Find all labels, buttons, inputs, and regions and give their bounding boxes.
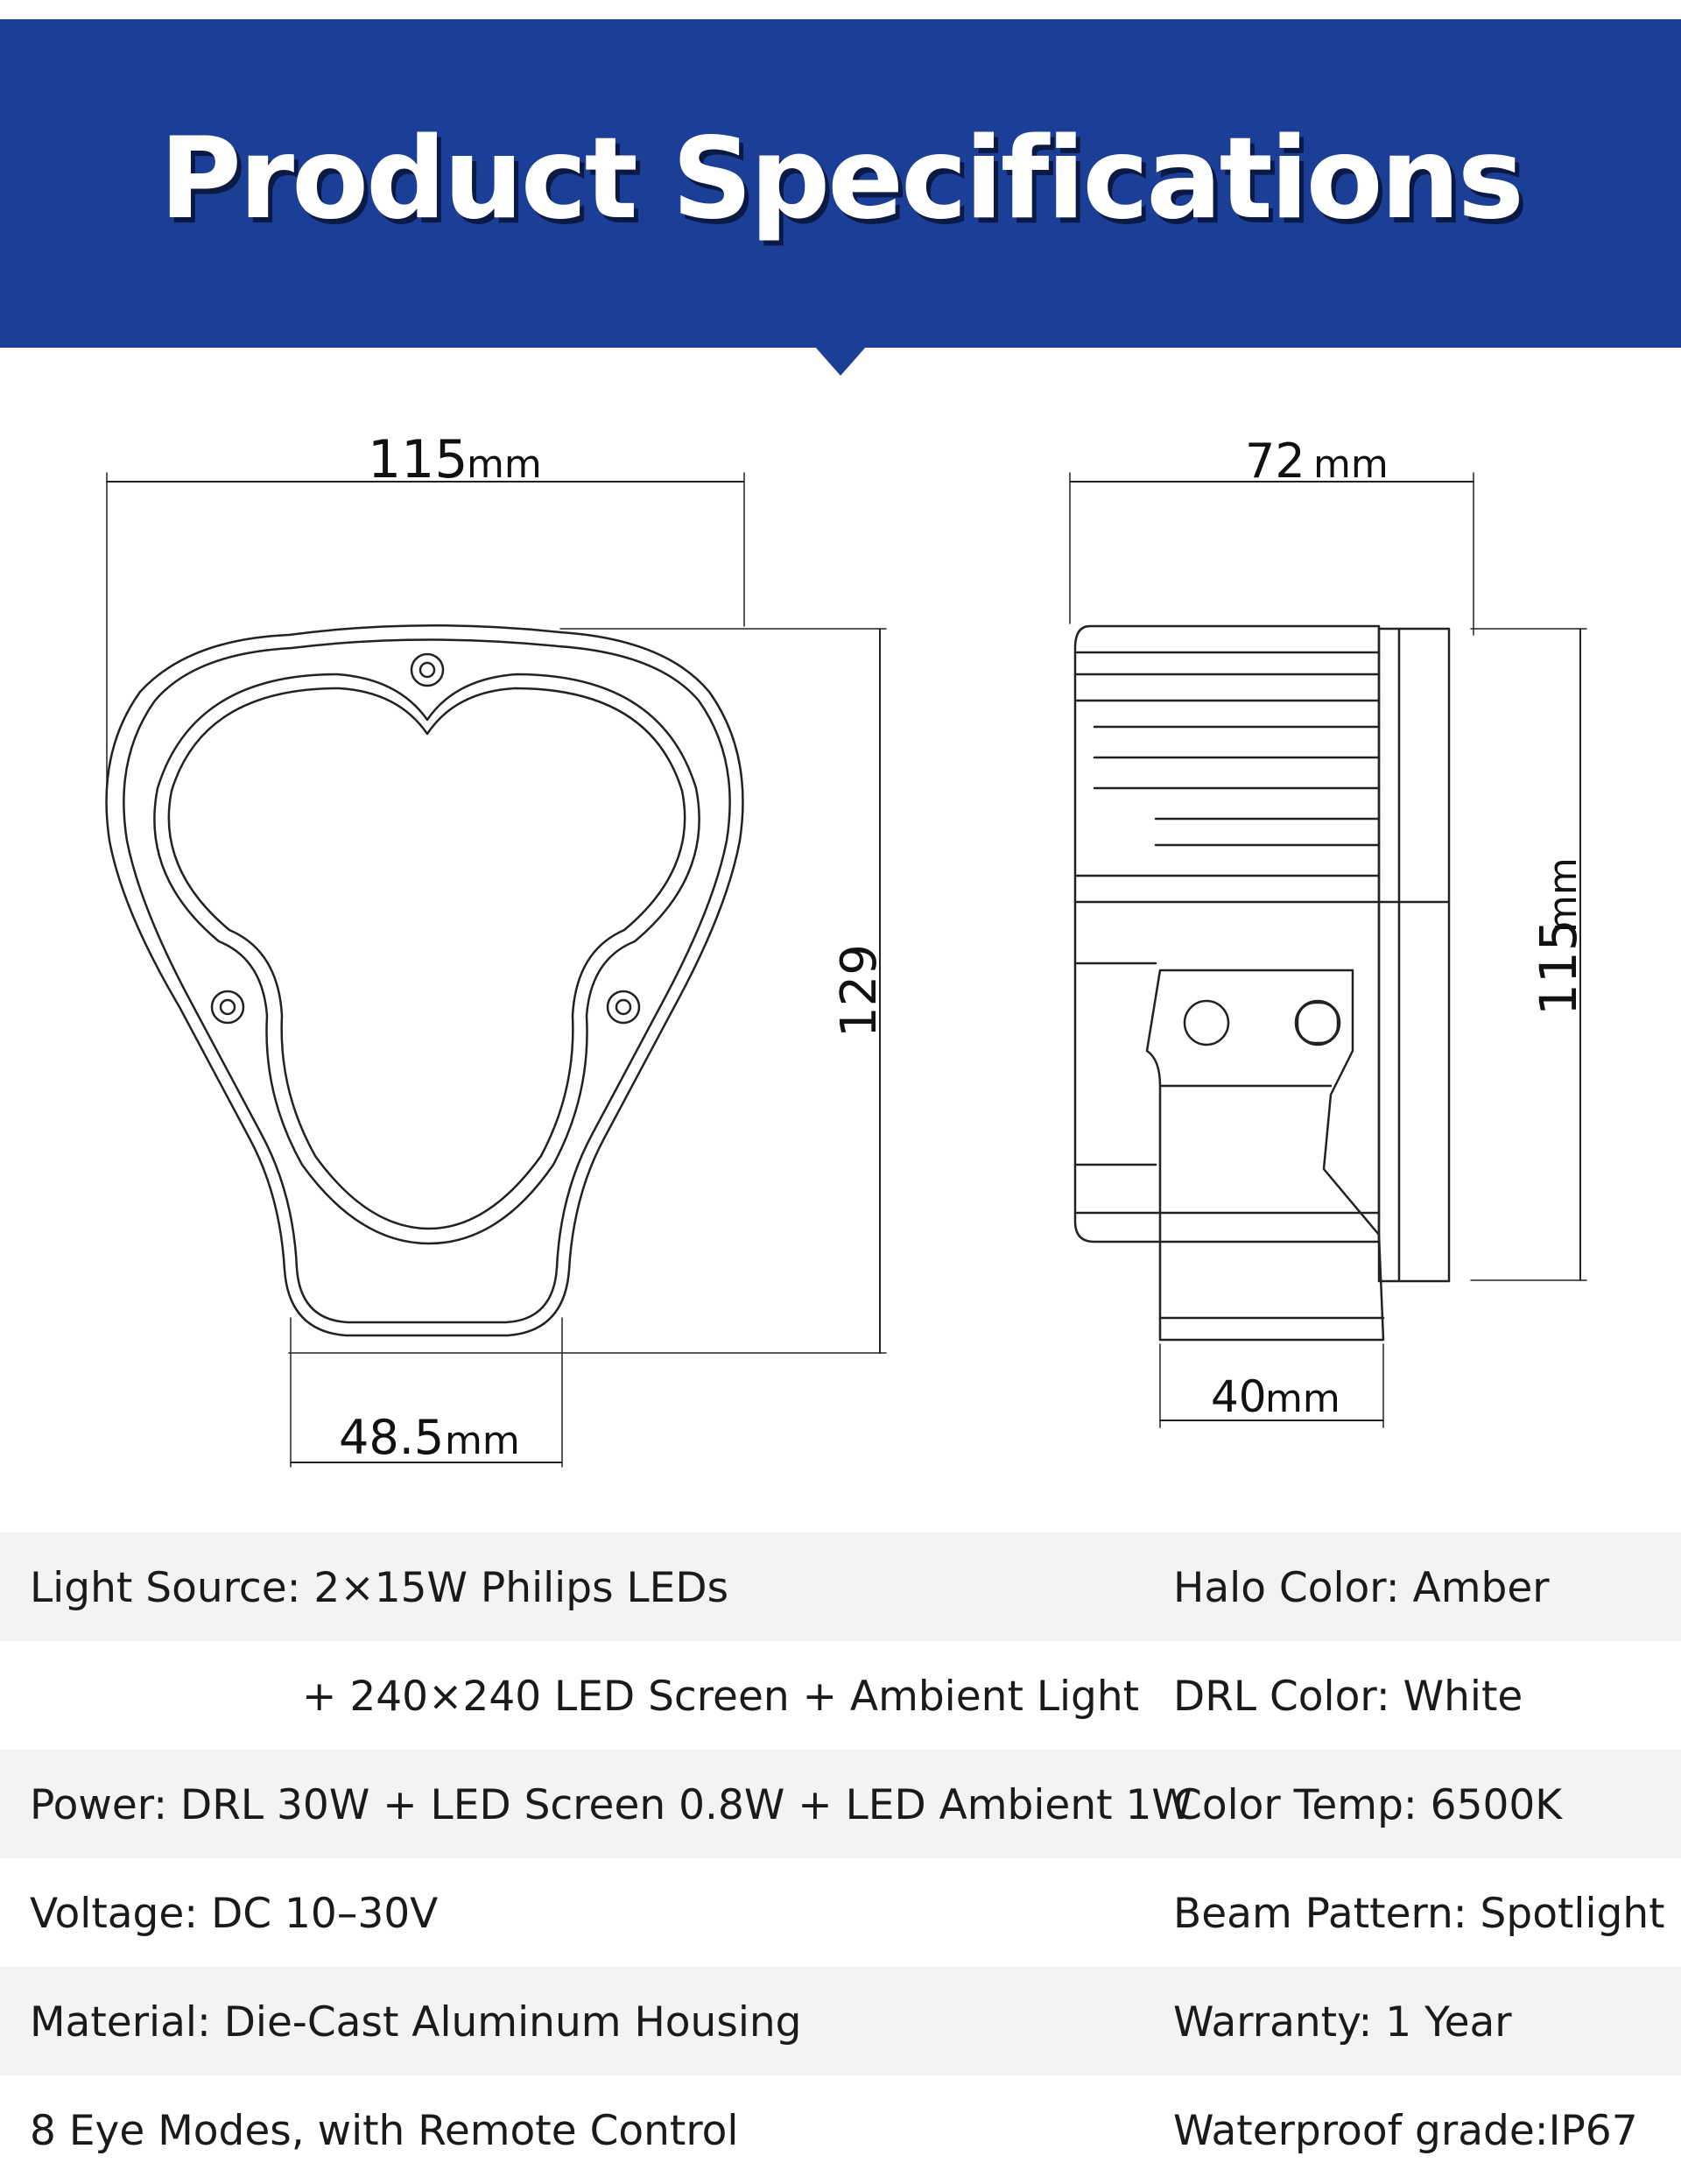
side-height-value: 115 (1529, 919, 1588, 1016)
spec-voltage: Voltage: DC 10–30V (30, 1890, 439, 1938)
spec-row (0, 1750, 1681, 1858)
spec-table (0, 1532, 1681, 2184)
spec-power: Power: DRL 30W + LED Screen 0.8W + LED Ambient 1W (30, 1781, 1192, 1829)
spec-row (0, 1967, 1681, 2075)
side-height-unit: mm (1541, 857, 1586, 933)
front-bottom-value: 48.5 (339, 1410, 445, 1465)
spec-waterproof: Waterproof grade:IP67 (1173, 2107, 1638, 2155)
front-width-unit: mm (467, 442, 542, 487)
front-height-value: 129 (831, 944, 888, 1038)
side-depth-unit: mm (1313, 442, 1389, 487)
spec-eye-modes: 8 Eye Modes, with Remote Control (30, 2107, 739, 2155)
spec-light-source: Light Source: 2×15W Philips LEDs (30, 1564, 729, 1612)
spec-drl-color: DRL Color: White (1173, 1673, 1523, 1721)
spec-material: Material: Die-Cast Aluminum Housing (30, 1998, 802, 2047)
side-bracket-unit: mm (1265, 1377, 1340, 1421)
spec-light-source-continued: + 240×240 LED Screen + Ambient Light (302, 1673, 1140, 1721)
spec-warranty: Warranty: 1 Year (1173, 1998, 1512, 2047)
spec-color-temp: Color Temp: 6500K (1173, 1781, 1563, 1829)
spec-halo-color: Halo Color: Amber (1173, 1564, 1550, 1612)
front-bottom-unit: mm (445, 1419, 520, 1463)
side-depth-value: 72 (1245, 433, 1305, 489)
spec-row (0, 1858, 1681, 1967)
front-width-value: 115 (368, 429, 468, 490)
technical-drawing (0, 385, 1681, 1497)
spec-row (0, 2075, 1681, 2184)
spec-row (0, 1641, 1681, 1750)
page-title: Product Specifications (159, 114, 1522, 244)
side-bracket-value: 40 (1211, 1371, 1267, 1422)
spec-row (0, 1532, 1681, 1641)
spec-beam-pattern: Beam Pattern: Spotlight (1173, 1890, 1665, 1938)
banner-pointer (814, 346, 867, 376)
